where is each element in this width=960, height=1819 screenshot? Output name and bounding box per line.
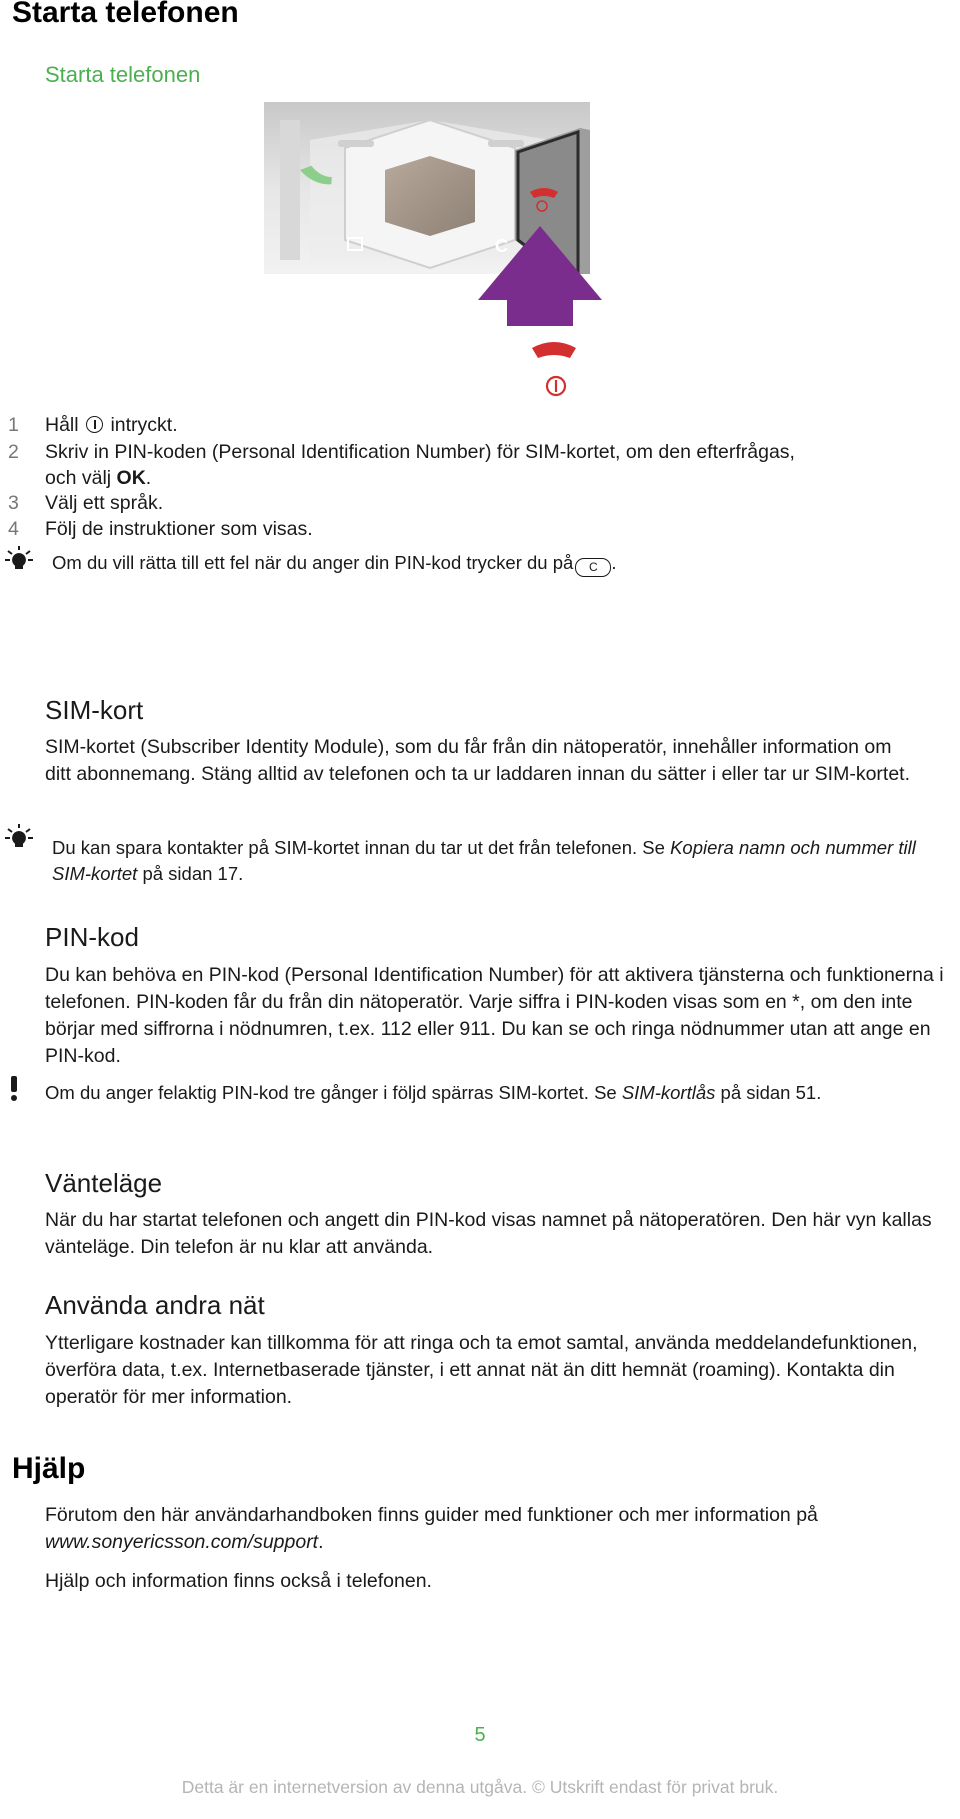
- tip-sim-contacts: Du kan spara kontakter på SIM-kortet innan du tar ut det från telefonen. Se Kopiera namn och nummer till SIM-kortet på sidan 17.: [52, 837, 916, 884]
- standby-heading: Vänteläge: [45, 1168, 163, 1198]
- support-link[interactable]: www.sonyericsson.com/support: [45, 1531, 319, 1553]
- sim-body: SIM-kortet (Subscriber Identity Module), som du får från din nätoperatör, innehåller information om ditt abonnemang. Stäng alltid av telefonen och ta ur laddaren innan du sätter i eller tar ur SIM-kortet.: [45, 736, 911, 785]
- standby-body: När du har startat telefonen och angett din PIN-kod visas namnet på nätoperatören. Den här vyn kallas vänteläge. Din telefon är nu klar att använda.: [45, 1209, 932, 1258]
- section-subtitle: Starta telefonen: [45, 62, 201, 87]
- link-sim-lock[interactable]: SIM-kortlås: [621, 1082, 716, 1103]
- lightbulb-tip-icon: [4, 545, 34, 573]
- warning-pin: Om du anger felaktig PIN-kod tre gånger i följd spärras SIM-kortet. Se SIM-kortlås på sidan 51.: [45, 1082, 822, 1103]
- help-body-2: Hjälp och information finns också i telefonen.: [45, 1570, 432, 1592]
- tip-c-key: Om du vill rätta till ett fel när du anger din PIN-kod trycker du på C .: [52, 550, 932, 577]
- page-number: 5: [474, 1724, 486, 1746]
- end-call-icon: [532, 342, 576, 358]
- power-icon: [547, 377, 565, 395]
- pin-heading: PIN-kod: [45, 922, 139, 952]
- other-networks-heading: Använda andra nät: [45, 1290, 265, 1320]
- link-copy-contacts[interactable]: Kopiera namn och nummer till SIM-kortet: [52, 837, 916, 884]
- svg-text:C: C: [495, 236, 508, 256]
- lightbulb-tip-icon: [4, 823, 34, 851]
- help-heading: Hjälp: [12, 1452, 86, 1485]
- phone-keypad-illustration: [260, 100, 720, 460]
- sim-heading: SIM-kort: [45, 695, 144, 725]
- c-key-icon: C: [575, 558, 611, 577]
- exclamation-warning-icon: [10, 1076, 18, 1102]
- help-body-1: Förutom den här användarhandboken finns guider med funktioner och mer information på www.sonyericsson.com/support.: [45, 1504, 818, 1553]
- page-title: Starta telefonen: [12, 0, 239, 29]
- power-icon: [86, 416, 103, 433]
- footer-note: Detta är en internetversion av denna utgåva. © Utskrift endast för privat bruk.: [181, 1777, 779, 1797]
- other-networks-body: Ytterligare kostnader kan tillkomma för att ringa och ta emot samtal, använda meddelandefunktionen, överföra data, t.ex. Internetbaserade tjänster, i ett annat nät än ditt hemnät (roaming). Kontakta din operatör för mer information.: [45, 1332, 918, 1408]
- pin-body: Du kan behöva en PIN-kod (Personal Identification Number) för att aktivera tjänsterna och funktionerna i telefonen. PIN-koden får du från din nätoperatör. Varje siffra i PIN-koden visas som en *, om den inte börjar med siffrorna i nödnumren, t.ex. 112 eller 911. Du kan se och ringa nödnummer utan att ange en PIN-kod.: [45, 964, 944, 1067]
